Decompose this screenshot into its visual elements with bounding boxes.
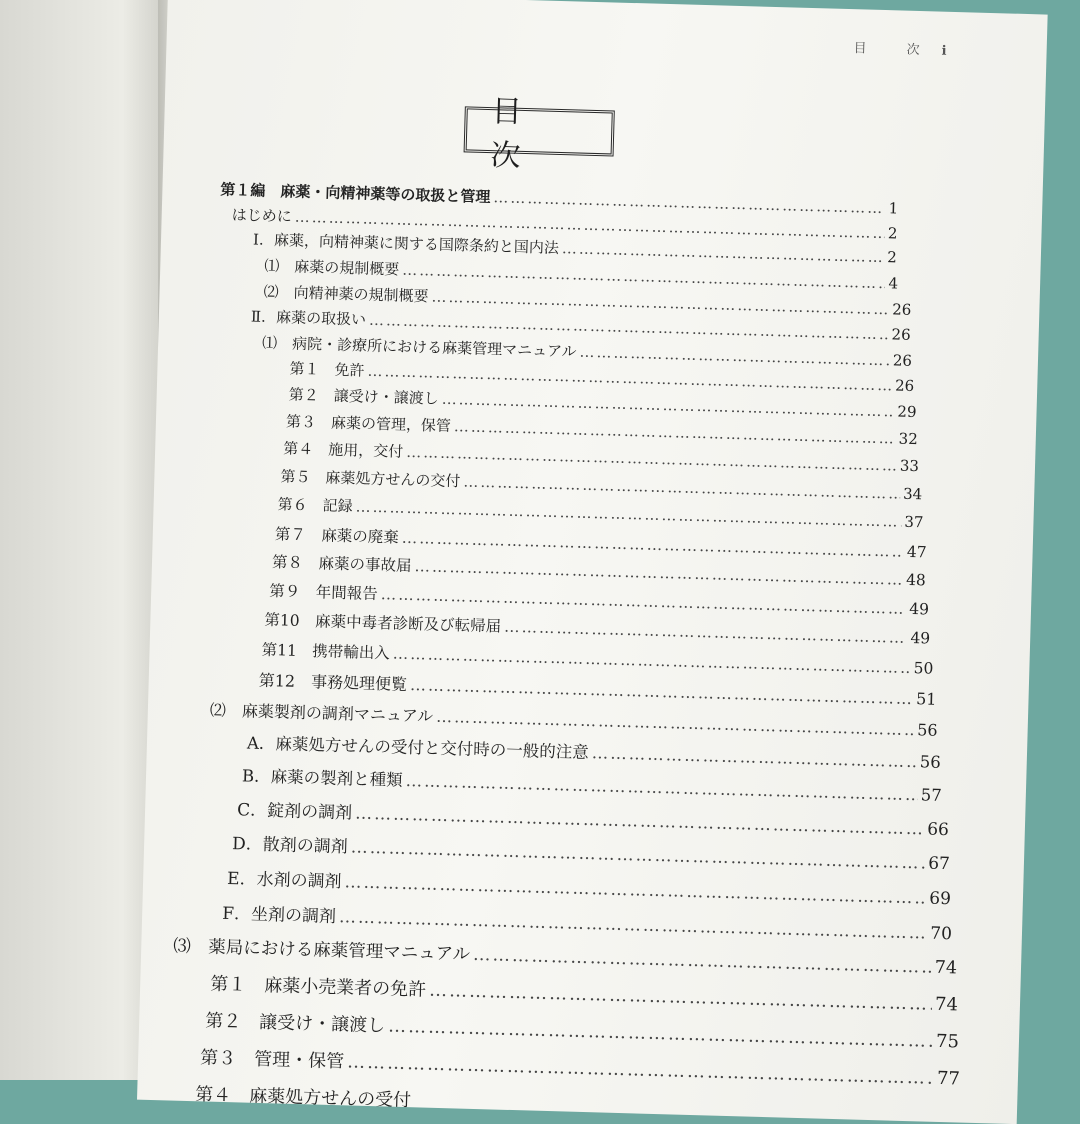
toc-entry-page: 49	[910, 628, 931, 648]
toc-entry-label: 第２ 譲受け・譲渡し	[288, 385, 439, 408]
toc-entry-label: Ⅱ．麻薬の取扱い	[250, 307, 367, 329]
leader-dots	[388, 1016, 933, 1052]
toc-entry-label: C．錠剤の調剤	[236, 800, 353, 824]
toc-entry-label: 第３ 麻薬の管理，保管	[285, 412, 452, 436]
leader-dots	[355, 497, 901, 530]
toc-entry-label: B．麻薬の製剤と種類	[241, 766, 403, 790]
toc-entry-page: 67	[927, 853, 951, 875]
leader-dots	[350, 837, 925, 873]
toc-entry-label: Ⅰ．麻薬，向精神薬に関する国際条約と国内法	[252, 230, 560, 258]
toc-entry-label: E．水剤の調剤	[226, 869, 342, 893]
toc-entry-page: 26	[894, 376, 915, 395]
toc-entry-page: 33	[899, 456, 920, 476]
toc-entry-page: 57	[920, 785, 943, 805]
toc-entry-page: 47	[906, 542, 927, 562]
toc-entry-label: 第４ 施用，交付	[282, 439, 404, 461]
leader-dots	[463, 472, 900, 502]
leader-dots	[436, 707, 915, 739]
leader-dots	[562, 239, 885, 266]
toc-entry-page: 51	[915, 689, 937, 709]
toc-entry-page: 2	[887, 224, 898, 243]
leader-dots	[410, 675, 914, 708]
toc-entry-page: 56	[917, 720, 938, 740]
toc-entry-page: 1	[888, 199, 899, 218]
toc-entry-label: ⑴ 病院・診療所における麻薬管理マニュアル	[261, 333, 577, 361]
toc-entry-label: 第３ 管理・保管	[199, 1047, 345, 1073]
leader-dots	[405, 771, 918, 804]
toc-entry-page: 70	[930, 923, 953, 945]
toc-entry-page: 75	[935, 1030, 960, 1053]
toc-entry-label: 第２ 譲受け・譲渡し	[204, 1010, 386, 1037]
toc-entry-label: 第11 携帯輸出入	[261, 640, 391, 663]
leader-dots	[429, 980, 932, 1015]
toc-entry-label: 第１ 麻薬小売業者の免許	[209, 973, 427, 1001]
leader-dots	[344, 872, 926, 908]
page-number: i	[941, 43, 947, 59]
toc-entry[interactable]	[195, 1080, 696, 1120]
toc-entry-label: D．散剤の調剤	[231, 834, 349, 858]
toc-entry-label: 第４ 麻薬処方せんの受付	[194, 1084, 412, 1112]
leader-dots	[406, 443, 897, 475]
toc-entry-label: 第８ 麻薬の事故届	[271, 553, 412, 576]
leader-dots	[579, 343, 890, 370]
toc-entry-page: 34	[902, 484, 923, 504]
toc-entry-page: 56	[919, 752, 942, 772]
leader-dots	[454, 417, 896, 447]
toc-entry-page: 66	[926, 819, 950, 841]
leader-dots	[592, 743, 917, 771]
toc-entry-label: 第10 麻薬中毒者診断及び転帰届	[264, 610, 502, 636]
page-title: 目 次	[464, 106, 615, 156]
toc-entry-page: 69	[929, 888, 952, 910]
toc-entry-page: 26	[891, 325, 911, 344]
toc-entry-page: 2	[887, 248, 898, 267]
toc-entry-label: 第12 事務処理便覧	[258, 670, 408, 694]
toc-entry-page: 74	[934, 993, 959, 1016]
toc-entry-label: ⑶ 薬局における麻薬管理マニュアル	[173, 936, 471, 965]
toc-entry-label: ⑵ 向精神薬の規制概要	[263, 282, 429, 306]
toc-entry-page: 32	[898, 429, 919, 449]
toc-entry-label: 第６ 記録	[277, 495, 353, 516]
leader-dots	[504, 618, 908, 647]
toc-entry-label: 第５ 麻薬処方せんの交付	[280, 467, 461, 491]
toc-entry-page: 29	[897, 402, 917, 422]
leader-dots	[347, 1051, 934, 1088]
toc-entry-label: F．坐剤の調剤	[221, 903, 337, 928]
toc-entry-label: 第７ 麻薬の廃棄	[274, 525, 400, 547]
leader-dots	[393, 645, 911, 677]
toc-entry-label: 第１編 麻薬・向精神薬等の取扱と管理	[220, 180, 491, 207]
toc-entry-page: 4	[888, 274, 899, 293]
toc-entry-label: 第１ 免許	[289, 359, 365, 380]
running-head-title: 目 次	[853, 41, 938, 59]
running-head	[853, 37, 947, 59]
toc-entry-label: A．麻薬処方せんの受付と交付時の一般的注意	[246, 733, 590, 763]
toc-entry-page: 50	[913, 659, 934, 678]
contents-page	[137, 0, 1048, 1124]
leader-dots	[414, 557, 903, 589]
toc-entry-label: 第９ 年間報告	[269, 582, 378, 604]
leader-dots	[339, 907, 928, 943]
toc-entry-page: 48	[905, 570, 927, 590]
toc-entry-page: 77	[936, 1067, 961, 1090]
toc-entry-label: ⑵ 麻薬製剤の調剤マニュアル	[209, 700, 434, 726]
toc-entry-label: ⑴ 麻薬の規制概要	[264, 256, 400, 279]
toc-entry-page: 74	[934, 957, 958, 979]
toc-entry-page: 49	[909, 599, 930, 619]
toc-entry-label: はじめに	[231, 205, 292, 226]
toc-entry-page: 26	[892, 351, 913, 370]
toc-entry-page: 26	[892, 300, 912, 319]
leader-dots	[473, 945, 932, 978]
toc-entry-page: 37	[904, 512, 924, 532]
